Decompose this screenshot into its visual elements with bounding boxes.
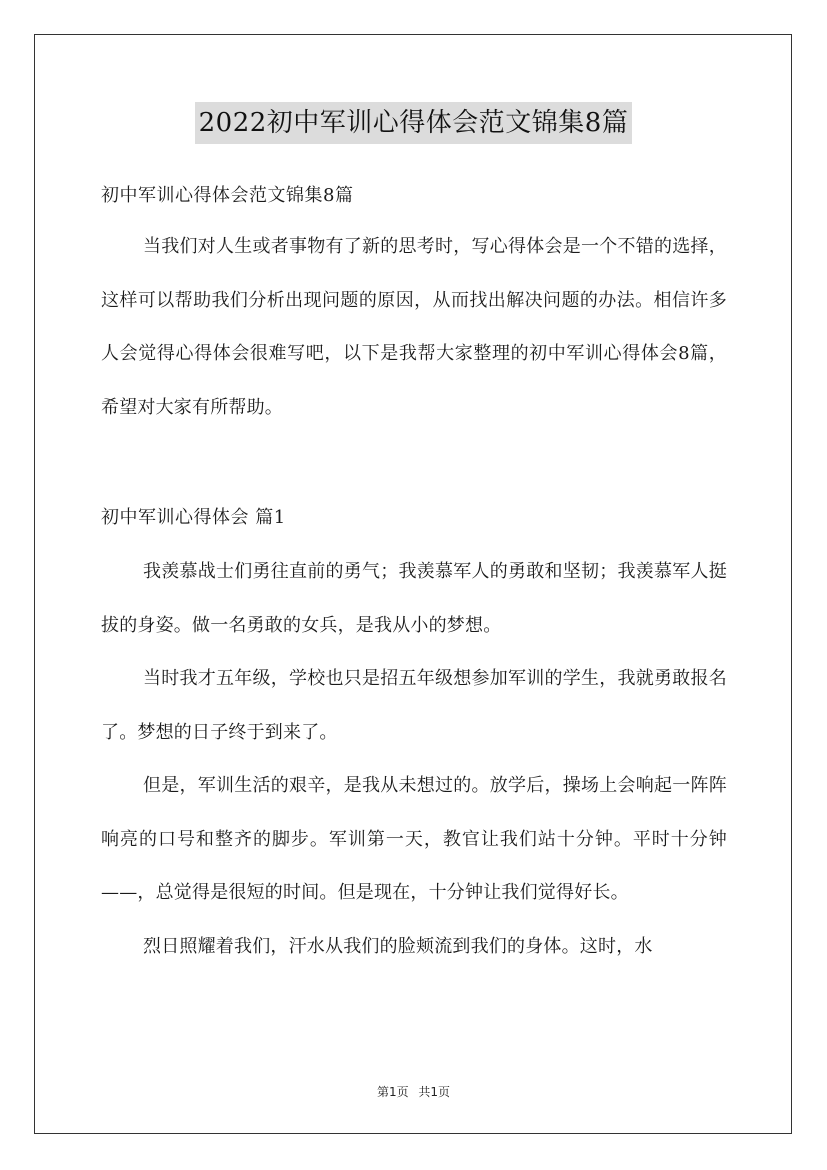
body-paragraph: 但是，军训生活的艰辛，是我从未想过的。放学后，操场上会响起一阵阵响亮的口号和整齐的脚步。军训第一天，教官让我们站十分钟。平时十分钟——，总觉得是很短的时间。但是现在，十分钟让我们觉得好长。 [101,775,727,903]
body-paragraph: 烈日照耀着我们，汗水从我们的脸颊流到我们的身体。这时，水 [143,935,653,957]
body-paragraph: 当时我才五年级，学校也只是招五年级想参加军训的学生，我就勇敢报名了。梦想的日子终于到来了。 [101,668,727,743]
intro-block [101,220,727,434]
body-paragraph: 我羡慕战士们勇往直前的勇气；我羡慕军人的勇敢和坚韧；我羡慕军人挺拔的身姿。做一名勇敢的女兵，是我从小的梦想。 [101,561,727,636]
page-footer [0,1083,827,1100]
title-container [0,102,827,144]
document-subtitle: 初中军训心得体会范文锦集8篇 [101,185,354,206]
page-number: 第1页 [376,1085,409,1099]
section1-body [101,545,727,973]
subtitle-block [101,178,727,214]
page-total: 共1页 [418,1085,451,1099]
document-title: 2022初中军训心得体会范文锦集8篇 [195,102,633,144]
section-heading: 初中军训心得体会 篇1 [101,507,286,528]
section1-heading-block [101,500,727,536]
intro-paragraph: 当我们对人生或者事物有了新的思考时，写心得体会是一个不错的选择，这样可以帮助我们分析出现问题的原因，从而找出解决问题的办法。相信许多人会觉得心得体会很难写吧，以下是我帮大家整理的初中军训心得体会8篇，希望对大家有所帮助。 [101,236,727,418]
